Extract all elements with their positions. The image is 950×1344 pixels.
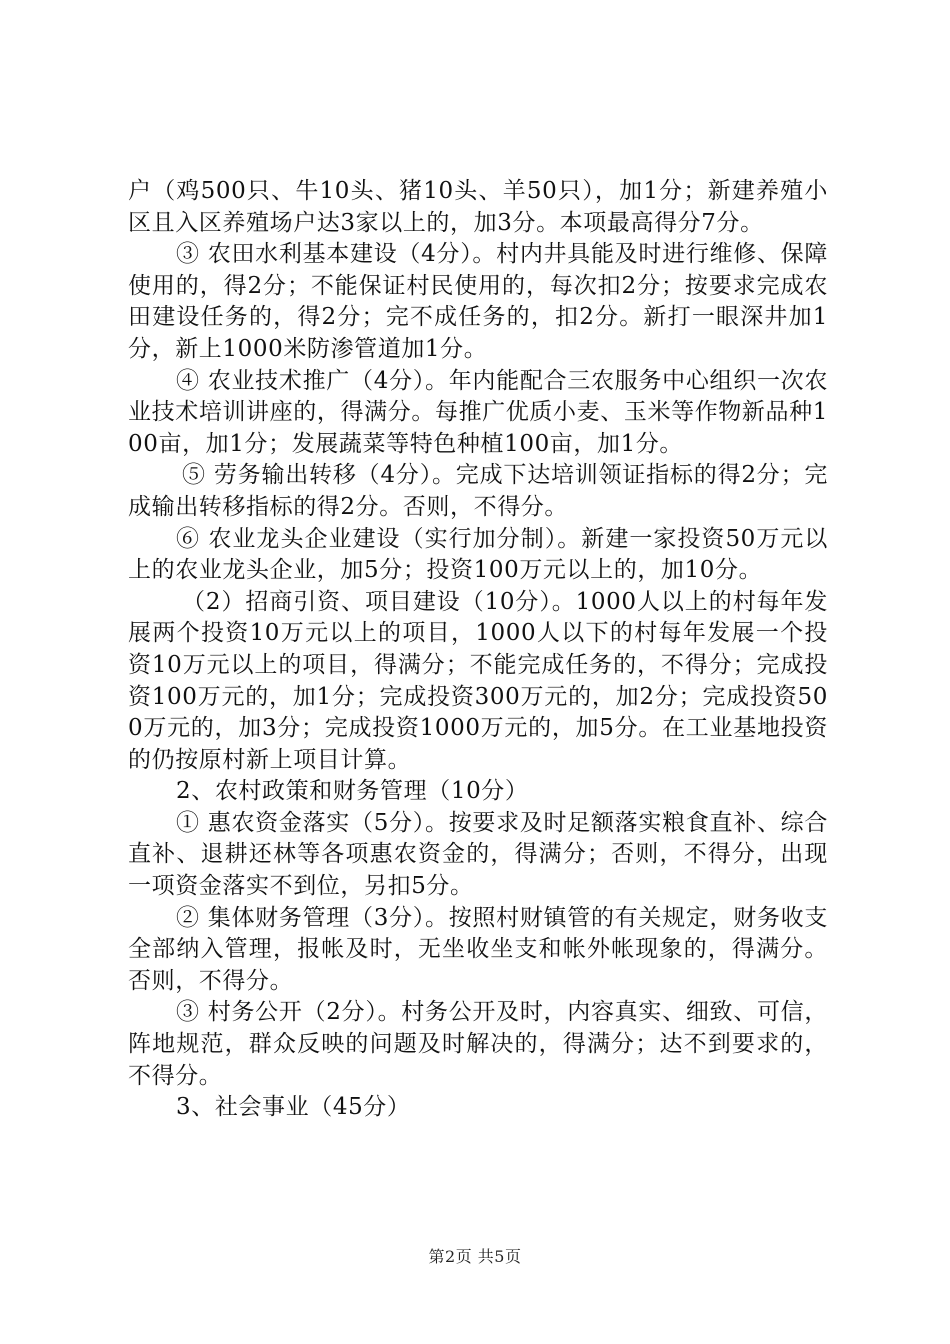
- section-heading-policy-finance: 2、农村政策和财务管理（10分）: [176, 778, 529, 805]
- paragraph-labor-export: ⑤ 劳务输出转移（4分）。完成下达培训领证指标的得2分；完成输出转移指标的得2分。否则，不得分。: [128, 462, 828, 520]
- page-number-footer: 第2页 共5页: [428, 1247, 522, 1266]
- paragraph-livestock-bonus: 户（鸡500只、牛10头、猪10头、羊50只），加1分；新建养殖小区且入区养殖场户达3家以上的，加3分。本项最高得分7分。: [128, 178, 828, 236]
- paragraph-leading-enterprise: ⑥ 农业龙头企业建设（实行加分制）。新建一家投资50万元以上的农业龙头企业，加5分；投资100万元以上的，加10分。: [128, 525, 828, 584]
- paragraph-agri-tech-promotion: ④ 农业技术推广（4分）。年内能配合三农服务中心组织一次农业技术培训讲座的，得满分。每推广优质小麦、玉米等作物新品种100亩，加1分；发展蔬菜等特色种植100亩，加1分。: [128, 367, 828, 457]
- paragraph-subsidy-funds: ① 惠农资金落实（5分）。按要求及时足额落实粮食直补、综合直补、退耕还林等各项惠农资金的，得满分；否则，不得分，出现一项资金落实不到位，另扣5分。: [128, 809, 828, 900]
- paragraph-investment-projects: （2）招商引资、项目建设（10分）。1000人以上的村每年发展两个投资10万元以上的项目，1000人以下的村每年发展一个投资10万元以上的项目，得满分；不能完成任务的，不得分；完成投资100万元的，加1分；完成投资300万元的，加2分；完成投资500万元的，加3分；完成投资1000万元的，加5分。在工业基地投资的仍按原村新上项目计算。: [128, 588, 828, 773]
- document-body: [128, 176, 828, 1124]
- paragraph-collective-finance: ② 集体财务管理（3分）。按照村财镇管的有关规定，财务收支全部纳入管理，报帐及时，无坐收坐支和帐外帐现象的，得满分。否则，不得分。: [128, 904, 828, 994]
- paragraph-village-affairs: ③ 村务公开（2分）。村务公开及时，内容真实、细致、可信，阵地规范，群众反映的问题及时解决的，得满分；达不到要求的，不得分。: [128, 999, 828, 1089]
- section-heading-social-affairs: 3、社会事业（45分）: [176, 1094, 411, 1121]
- paragraph-farmland-irrigation: ③ 农田水利基本建设（4分）。村内井具能及时进行维修、保障使用的，得2分；不能保证村民使用的，每次扣2分；按要求完成农田建设任务的，得2分；完不成任务的，扣2分。新打一眼深井加1分，新上1000米防渗管道加1分。: [128, 241, 828, 362]
